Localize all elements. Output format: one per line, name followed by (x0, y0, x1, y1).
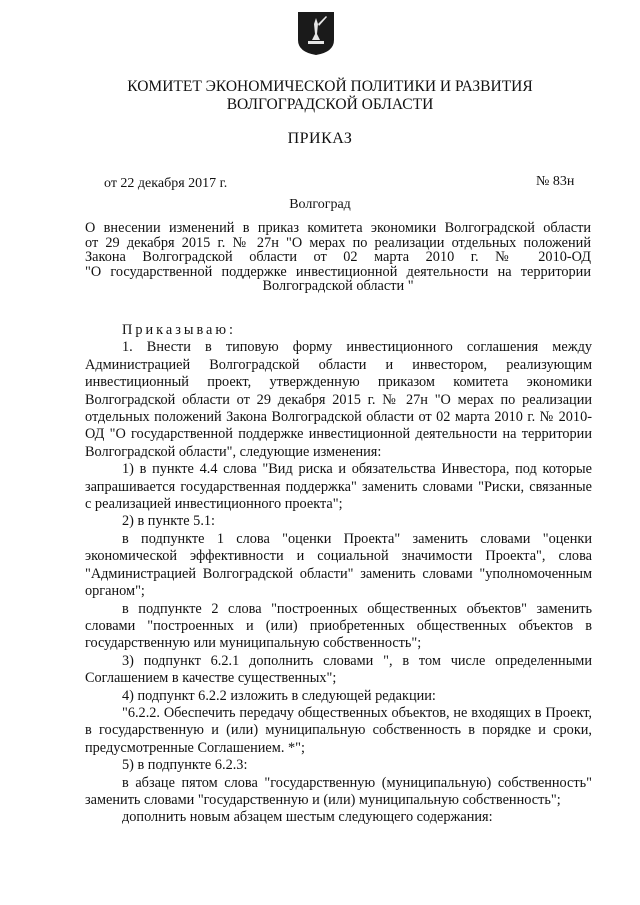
document-body (85, 322, 592, 827)
subject-line: "О государственной поддержке инвестиционной деятельности на территории (85, 263, 591, 280)
paragraph: 5) в подпункте 6.2.3: (122, 757, 248, 774)
subject-line: О внесении изменений в приказ комитета экономики Волгоградской области (85, 220, 591, 236)
paragraph: 3) подпункт 6.2.1 дополнить словами ", в том числе определенными Соглашением в качестве существенных"; (85, 652, 592, 687)
organization-name-line: КОМИТЕТ ЭКОНОМИЧЕСКОЙ ПОЛИТИКИ И РАЗВИТИЯ (127, 78, 533, 95)
document-date: от 22 декабря 2017 г. (104, 176, 228, 191)
document-city: Волгоград (289, 197, 351, 212)
paragraph: 4) подпункт 6.2.2 изложить в следующей редакции: (122, 687, 436, 704)
organization-name-line: ВОЛГОГРАДСКОЙ ОБЛАСТИ (226, 96, 434, 113)
document-title: ПРИКАЗ (287, 130, 353, 147)
paragraph: "6.2.2. Обеспечить передачу общественных объектов, не входящих в Проект, в государственную и (или) муниципальную собственность в порядке и сроки, предусмотренные Соглашением. *"; (85, 704, 592, 756)
document-subject (85, 221, 591, 294)
paragraph: 2) в пункте 5.1: (122, 513, 216, 530)
paragraph: 1) в пункте 4.4 слова "Вид риска и обязательства Инвестора, под которые запрашивается государственная поддержка" заменить словами "Риски, связанные с реализацией инвестиционного проекта"; (85, 461, 592, 513)
paragraph: в подпункте 1 слова "оценки Проекта" заменить словами "оценки экономической эффективности и социальной значимости Проекта", слова "Администрацией Волгоградской области" заменить словами "уполномоченным органом"; (85, 530, 592, 600)
paragraph: 1. Внести в типовую форму инвестиционного соглашения между Администрацией Волгоградской области и инвестором, реализующим инвестиционный проект, утвержденную приказом комитета экономики Волгоградской области от 29 декабря 2015 г. № 27н "О мерах по реализации отдельных положений Закона Волгоградской области от 02 марта 2010 г. № 2010-ОД "О государственной поддержке инвестиционной деятельности на территории Волгоградской области", следующие изменения: (85, 339, 592, 460)
subject-line: Волгоградской области " (262, 278, 414, 294)
order-heading: Приказываю: (122, 322, 237, 338)
document-number: № 83н (536, 174, 575, 189)
paragraph: дополнить новым абзацем шестым следующего содержания: (122, 809, 493, 826)
organization-name (60, 78, 600, 114)
subject-line: от 29 декабря 2015 г. № 27н "О мерах по реализации отдельных положений (85, 234, 591, 251)
subject-line: Закона Волгоградской области от 02 марта 2010 г. № 2010-ОД (85, 249, 591, 265)
coat-of-arms-icon (296, 10, 336, 56)
paragraph: в абзаце пятом слова "государственную (муниципальную) собственность" заменить словами "государственную и (или) муниципальную собственность"; (85, 774, 592, 808)
paragraph: в подпункте 2 слова "построенных общественных объектов" заменить словами "построенных и (или) приобретенных общественных объектов в государственную или муниципальную собственность"; (85, 600, 592, 652)
